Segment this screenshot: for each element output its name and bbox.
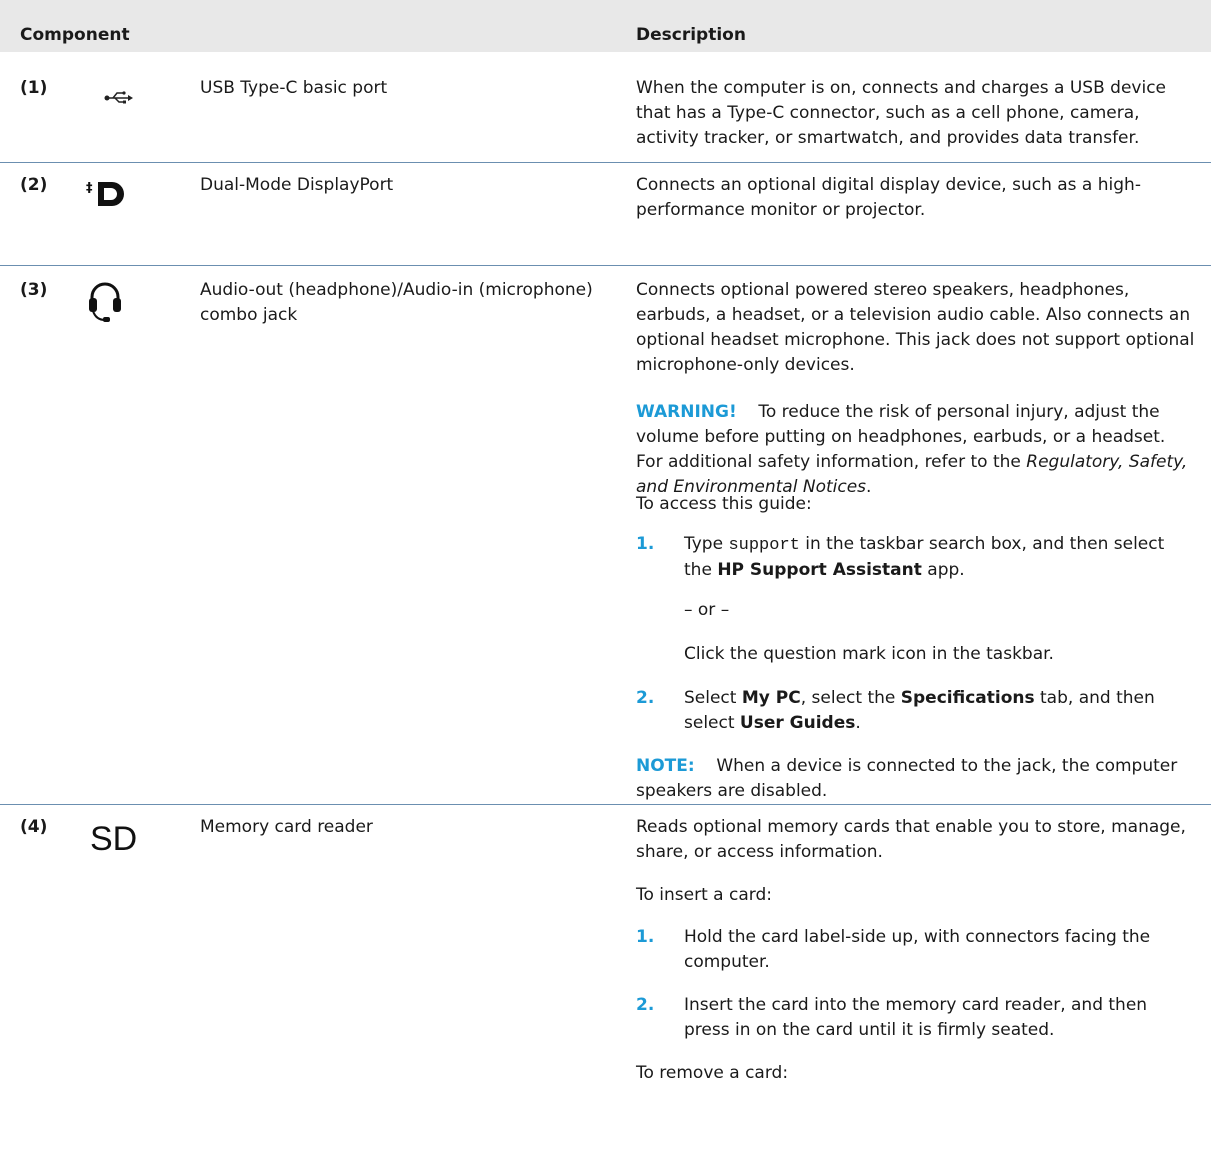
insert-step-2: Insert the card into the memory card reader, and then press in on the card until it is firmly seated.: [684, 995, 1148, 1040]
headset-icon: [88, 280, 122, 332]
table-row: [0, 805, 1211, 1149]
displayport-icon: [86, 179, 130, 217]
sd-card-icon: SD: [90, 820, 138, 858]
component-description: Connects an optional digital display device, such as a high-performance monitor or projector.: [636, 175, 1141, 220]
step-number: 1.: [636, 534, 655, 554]
code-support: support: [728, 536, 800, 555]
step-2-part: , select the: [800, 688, 896, 708]
row-number: (3): [20, 280, 48, 300]
header-description: Description: [636, 25, 746, 45]
my-pc-label: My PC: [741, 688, 801, 708]
step-number: 1.: [636, 927, 655, 947]
table-row: [0, 64, 1211, 162]
step-1-part: Type: [684, 534, 724, 554]
header-component: Component: [20, 25, 130, 45]
component-description: Reads optional memory cards that enable you to store, manage, share, or access information.: [636, 817, 1186, 862]
alt-step-text: Click the question mark icon in the taskbar.: [684, 644, 1054, 664]
insert-intro: To insert a card:: [636, 885, 772, 905]
row-number: (2): [20, 175, 48, 195]
remove-intro: To remove a card:: [636, 1063, 789, 1083]
step-1-part: app.: [927, 560, 965, 580]
row-number: (4): [20, 817, 48, 837]
table-row: [0, 266, 1211, 700]
table-row: [0, 163, 1211, 265]
table-header: [0, 0, 1211, 52]
component-name: Memory card reader: [200, 817, 373, 837]
step-2-part: tab, and then select: [684, 688, 1155, 733]
step-2-part: Select: [684, 688, 737, 708]
step-number: 2.: [636, 688, 655, 708]
specifications-label: Specifications: [900, 688, 1035, 708]
note-label: NOTE:: [636, 756, 695, 776]
component-name: Audio-out (headphone)/Audio-in (microphone) combo jack: [200, 280, 593, 325]
warning-label: WARNING!: [636, 402, 737, 422]
svg-text:‡: ‡: [86, 181, 93, 196]
component-description: When the computer is on, connects and charges a USB device that has a Type-C connector, such as a cell phone, camera, activity tracker, or smartwatch, and provides data transfer.: [636, 78, 1166, 148]
or-separator: – or –: [684, 600, 730, 620]
component-description: Connects optional powered stereo speakers, headphones, earbuds, a headset, or a television audio cable. Also connects an optional headset microphone. This jack does not support optional microphone-only devices.: [636, 280, 1195, 375]
user-guides-label: User Guides: [739, 713, 856, 733]
insert-step-1: Hold the card label-side up, with connectors facing the computer.: [684, 927, 1151, 972]
access-intro: To access this guide:: [636, 494, 812, 514]
step-2-text: [684, 686, 1196, 736]
note-notice: [636, 754, 1196, 804]
step-number: 2.: [636, 995, 655, 1015]
step-2-part: .: [855, 713, 861, 733]
step-1-part: in the taskbar search box, and then select the: [684, 534, 1165, 580]
warning-doc-title: Regulatory, Safety, and Environmental Notices: [636, 452, 1188, 497]
component-name: USB Type-C basic port: [200, 78, 388, 98]
note-text: When a device is connected to the jack, the computer speakers are disabled.: [636, 756, 1178, 801]
warning-notice: WARNING! To reduce the risk of personal injury, adjust the volume before putting on headphones, earbuds, or a headset. For additional safety information, refer to the Regulatory, Safety, and Environmental Notices.: [636, 402, 1188, 497]
app-name: HP Support Assistant: [717, 560, 922, 580]
usb-icon: [104, 88, 134, 113]
row-number: (1): [20, 78, 48, 98]
component-name: Dual-Mode DisplayPort: [200, 175, 394, 195]
step-1-text: [684, 532, 1196, 583]
warning-text: To reduce the risk of personal injury, adjust the volume before putting on headphones, earbuds, or a headset. For additional safety information, refer to the: [636, 402, 1166, 472]
